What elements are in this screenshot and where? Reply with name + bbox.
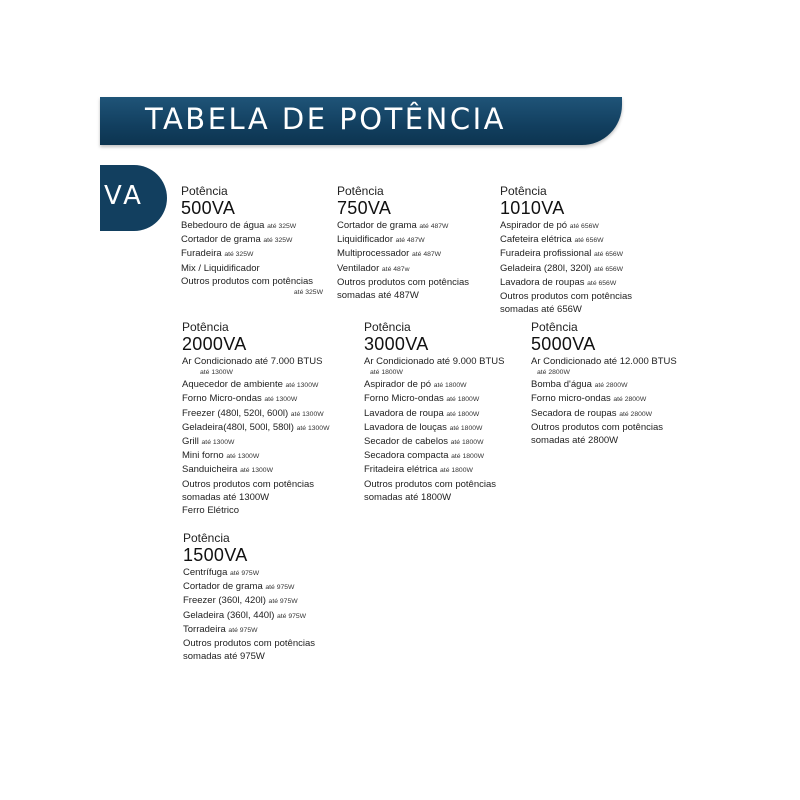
item-text: Sanduicheira <box>182 464 238 476</box>
list-item <box>182 421 357 435</box>
item-text: Secadora compacta <box>364 450 449 462</box>
list-item <box>181 247 331 261</box>
list-item <box>182 491 357 504</box>
item-power: até 656W <box>594 251 624 259</box>
item-text: Lavadora de roupas <box>500 276 585 288</box>
item-power: até 487W <box>419 223 449 230</box>
list-item <box>182 392 357 406</box>
item-text: Torradeira <box>183 623 226 635</box>
item-power: até 975W <box>268 598 298 606</box>
list-item <box>364 421 529 435</box>
first-item: Ar Condicionado até 9.000 BTUS <box>364 356 505 367</box>
list-item <box>500 303 670 316</box>
item-text: Forno Micro-ondas <box>364 393 444 405</box>
item-text: Outros produtos com potências <box>531 421 664 433</box>
item-text: Lavadora de roupa <box>364 407 444 419</box>
item-power: até 656W <box>594 265 624 273</box>
item-list <box>337 219 497 302</box>
title-banner <box>100 97 622 145</box>
item-power: até 1800W <box>449 424 483 432</box>
list-item <box>337 233 497 247</box>
list-item <box>500 290 670 303</box>
list-item <box>531 434 701 447</box>
item-power: até 1300W <box>226 453 260 461</box>
va-tab-label: VA <box>104 181 144 211</box>
item-power: até 975W <box>265 584 295 592</box>
list-item <box>181 262 331 275</box>
list-item <box>364 407 529 421</box>
item-power: até 2800W <box>594 382 628 390</box>
list-item <box>531 378 701 392</box>
block-caption: Potência <box>181 184 228 198</box>
list-item <box>500 262 670 276</box>
block-caption: Potência <box>364 320 411 334</box>
item-list <box>531 378 701 447</box>
item-text: Grill <box>182 436 199 448</box>
list-item <box>337 276 497 289</box>
item-text: Fritadeira elétrica <box>364 464 438 476</box>
list-item <box>183 594 343 608</box>
item-text: Geladeira (280l, 320l) <box>500 262 592 274</box>
item-power: até 325W <box>224 251 254 259</box>
item-text: Aspirador de pó <box>364 379 432 391</box>
item-power: até 487w <box>381 265 410 273</box>
first-item-sub: até 2800W <box>537 369 570 377</box>
item-power: até 1300W <box>264 396 298 404</box>
item-power: até 1300W <box>201 439 235 447</box>
item-power: até 1300W <box>290 410 324 418</box>
list-item <box>364 491 529 504</box>
list-item <box>500 219 670 233</box>
item-text: Cafeteira elétrica <box>500 234 572 246</box>
item-tail-small: até 325W <box>293 289 323 297</box>
block-va: 1010VA <box>500 198 565 218</box>
list-item <box>337 289 497 302</box>
item-power: até 656W <box>587 279 617 287</box>
item-text: Lavadora de louças <box>364 421 447 433</box>
item-text: Mini forno <box>182 450 224 462</box>
first-item-sub: até 1800W <box>370 369 403 377</box>
item-text: Forno micro-ondas <box>531 393 611 405</box>
item-power: até 1800W <box>433 382 467 390</box>
list-item <box>182 449 357 463</box>
item-power: até 1800W <box>446 396 480 404</box>
item-text: Cortador de grama <box>181 234 261 246</box>
list-item <box>182 478 357 491</box>
list-item <box>364 392 529 406</box>
item-power: até 975W <box>228 626 258 634</box>
item-text: Outros produtos com potências <box>364 478 497 490</box>
item-text: Aquecedor de ambiente <box>182 379 283 391</box>
item-power: até 656W <box>569 223 599 230</box>
item-list <box>500 219 670 316</box>
item-text: Furadeira profissional <box>500 248 592 260</box>
item-text: somadas até 1300W <box>182 491 270 503</box>
item-power: até 325W <box>263 237 293 245</box>
item-text: Geladeira(480l, 500l, 580l) <box>182 421 294 433</box>
block-va: 500VA <box>181 198 236 218</box>
list-item <box>182 435 357 449</box>
list-item <box>183 566 343 580</box>
item-text: Cortador de grama <box>337 220 417 231</box>
item-power: até 487W <box>411 251 442 259</box>
item-text: Centrífuga <box>183 567 228 578</box>
item-power: até 1800W <box>450 439 484 447</box>
list-item <box>183 580 343 594</box>
va-tab <box>100 165 167 231</box>
block-caption: Potência <box>500 184 547 198</box>
list-item <box>531 421 701 434</box>
block-2000va <box>182 320 357 517</box>
item-power: até 656W <box>574 237 604 245</box>
item-power: até 1300W <box>285 382 319 390</box>
item-text: Mix / Liquidificador <box>181 262 260 274</box>
item-text: Aspirador de pó <box>500 220 568 231</box>
item-power: até 975W <box>230 570 260 577</box>
list-item <box>364 449 529 463</box>
list-item <box>181 233 331 247</box>
item-power: até 1300W <box>296 424 330 432</box>
item-power: até 1800W <box>451 453 485 461</box>
block-caption: Potência <box>182 320 229 334</box>
list-item <box>337 219 497 233</box>
block-1010va <box>500 184 670 316</box>
item-text: Liquidificador <box>337 234 393 246</box>
list-item <box>500 233 670 247</box>
item-text: Secador de cabelos <box>364 436 448 448</box>
item-text: Cortador de grama <box>183 581 263 593</box>
page-title: TABELA DE POTÊNCIA <box>145 102 506 136</box>
list-item <box>364 478 529 491</box>
item-text: Ferro Elétrico <box>182 505 240 517</box>
list-item <box>337 262 497 276</box>
list-item <box>182 463 357 477</box>
block-va: 3000VA <box>364 334 429 354</box>
block-caption: Potência <box>183 531 230 545</box>
item-text: somadas até 487W <box>337 290 419 302</box>
block-va: 1500VA <box>183 545 248 565</box>
item-text: Secadora de roupas <box>531 407 617 419</box>
block-750va <box>337 184 497 302</box>
block-caption: Potência <box>531 320 578 334</box>
item-text: Bebedouro de água <box>181 220 265 231</box>
item-text: somadas até 1800W <box>364 491 452 503</box>
list-item <box>181 219 331 233</box>
list-item <box>531 407 701 421</box>
item-text: Freezer (480l, 520l, 600l) <box>182 407 289 419</box>
block-3000va <box>364 320 529 504</box>
block-5000va <box>531 320 701 447</box>
item-text: Outros produtos com potências <box>500 291 633 303</box>
list-item <box>183 609 343 623</box>
list-item <box>183 637 343 650</box>
item-text: Outros produtos com potências <box>181 275 314 287</box>
list-item <box>182 378 357 392</box>
list-item <box>337 247 497 261</box>
item-text: Freezer (360l, 420l) <box>183 595 266 607</box>
list-item <box>182 407 357 421</box>
block-1500va <box>183 531 343 663</box>
item-power: até 325W <box>267 223 297 230</box>
item-power: até 1800W <box>446 410 480 418</box>
item-text: Furadeira <box>181 248 222 260</box>
block-500va <box>181 184 331 298</box>
item-power: até 1800W <box>440 467 473 475</box>
item-power: até 2800W <box>619 410 653 418</box>
item-text: somadas até 2800W <box>531 435 619 447</box>
item-text: Bomba d'água <box>531 379 592 391</box>
item-text: Outros produtos com potências <box>183 638 316 650</box>
item-text: somadas até 975W <box>183 651 265 663</box>
item-power: até 487W <box>395 237 425 245</box>
item-text: Outros produtos com potências <box>337 276 470 288</box>
list-item <box>364 463 529 477</box>
list-item <box>182 504 357 517</box>
first-item: Ar Condicionado até 7.000 BTUS <box>182 356 323 367</box>
list-item <box>183 650 343 663</box>
item-list <box>181 219 331 288</box>
list-item <box>183 623 343 637</box>
item-list <box>364 378 529 504</box>
item-text: Multiprocessador <box>337 248 410 260</box>
block-va: 2000VA <box>182 334 247 354</box>
item-power: até 2800W <box>613 396 647 404</box>
item-text: Outros produtos com potências <box>182 478 315 490</box>
list-item <box>531 392 701 406</box>
list-item <box>500 247 670 261</box>
first-item-sub: até 1300W <box>200 369 233 377</box>
block-caption: Potência <box>337 184 384 198</box>
first-item: Ar Condicionado até 12.000 BTUS <box>531 356 677 367</box>
item-list <box>182 378 357 517</box>
item-text: Ventilador <box>337 262 380 274</box>
list-item <box>364 378 529 392</box>
block-va: 5000VA <box>531 334 596 354</box>
item-text: Forno Micro-ondas <box>182 393 262 405</box>
list-item <box>500 276 670 290</box>
item-power: até 1300W <box>240 467 273 475</box>
list-item <box>364 435 529 449</box>
list-item <box>181 275 331 288</box>
item-text: Geladeira (360l, 440l) <box>183 609 275 621</box>
item-power: até 975W <box>277 612 307 620</box>
item-list <box>183 566 343 663</box>
block-va: 750VA <box>337 198 392 218</box>
item-text: somadas até 656W <box>500 304 582 316</box>
